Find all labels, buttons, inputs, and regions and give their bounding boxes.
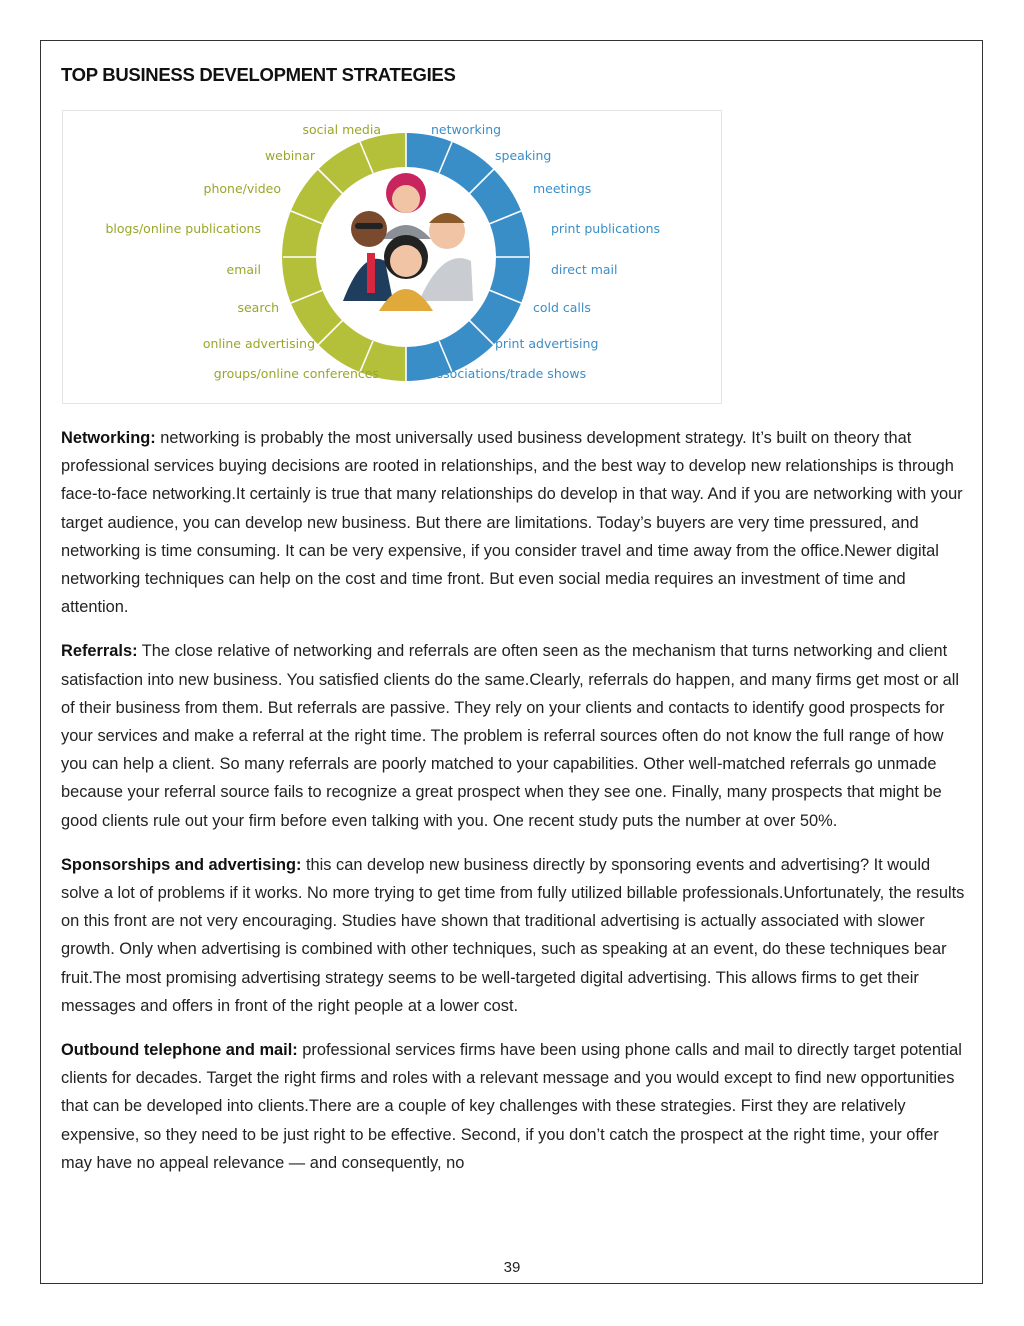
label-meetings: meetings [533,181,592,196]
label-speaking: speaking [495,148,552,163]
body-text [61,424,966,1193]
section-sponsorships [61,851,966,1020]
section-outbound [61,1036,966,1177]
section-label: Outbound telephone and mail: [61,1041,298,1060]
section-referrals [61,637,966,834]
strategies-diagram [63,111,721,403]
label-print-publications: print publications [551,221,661,236]
label-blogs: blogs/online publications [105,221,261,236]
label-social-media: social media [302,122,381,137]
label-online-advertising: online advertising [202,336,315,351]
section-text: professional services firms have been using phone calls and mail to directly target potential clients for decades. Target the right firms and roles with a relevant message and you would except to find new opportunities that can be developed into clients.There are a couple of key challenges with these strategies. First they are relatively expensive, so they need to be just right to be effective. Second, if you don’t catch the prospect at the right time, your offer may have no appeal relevance — and consequently, no [61,1041,962,1172]
strategies-figure [62,110,722,404]
section-networking [61,424,966,621]
section-text: networking is probably the most universally used business development strategy. It’s built on theory that professional services buying decisions are rooted in relationships, and the best way to develop new relationships is through face-to-face networking.It certainly is true that many relationships do develop in that way. And if you are networking with your target audience, you can develop new business. But there are limitations. Today’s buyers are very time pressured, and networking is time consuming. It can be very expensive, if you consider travel and time away from the office.Newer digital networking techniques can help on the cost and time front. But even social media requires an investment of time and attention. [61,429,963,617]
label-email: email [226,262,261,277]
section-label: Referrals: [61,642,138,661]
label-search: search [237,300,279,315]
label-print-advertising: print advertising [495,336,599,351]
label-groups: groups/online conferences [213,366,379,381]
label-phone-video: phone/video [203,181,281,196]
label-direct-mail: direct mail [551,262,618,277]
page-number: 39 [503,1259,521,1276]
label-associations: associations/trade shows [429,366,587,381]
section-label: Sponsorships and advertising: [61,855,302,874]
section-text: The close relative of networking and referrals are often seen as the mechanism that turns networking and client satisfaction into new business. You satisfied clients do the same.Clearly, referrals do happen, and many firms get most or all of their business from them. But referrals are passive. They rely on your clients and contacts to identify good prospects for your services and make a referral at the right time. The problem is referral sources often do not know the full range of how you can help a client. So many referrals are poorly matched to your capabilities. Other well-matched referrals go unmade because your referral source fails to recognize a great prospect when they see one. Finally, many prospects that might be good clients rule out your firm before even talking with you. One recent study puts the number at over 50%. [61,642,959,830]
section-text: this can develop new business directly by sponsoring events and advertising? It would solve a lot of problems if it works. No more trying to get time from fully utilized billable professionals.Unfortunately, the results on this front are not very encouraging. Studies have shown that traditional advertising is actually associated with slower growth. Only when advertising is combined with other techniques, such as speaking at an event, do these techniques bear fruit.The most promising advertising strategy seems to be well-targeted digital advertising. This allows firms to get their messages and offers in front of the right people at a lower cost. [61,855,965,1015]
label-webinar: webinar [264,148,315,163]
label-networking: networking [431,122,502,137]
page-title: TOP BUSINESS DEVELOPMENT STRATEGIES [61,64,456,85]
label-cold-calls: cold calls [533,300,591,315]
section-label: Networking: [61,429,156,447]
